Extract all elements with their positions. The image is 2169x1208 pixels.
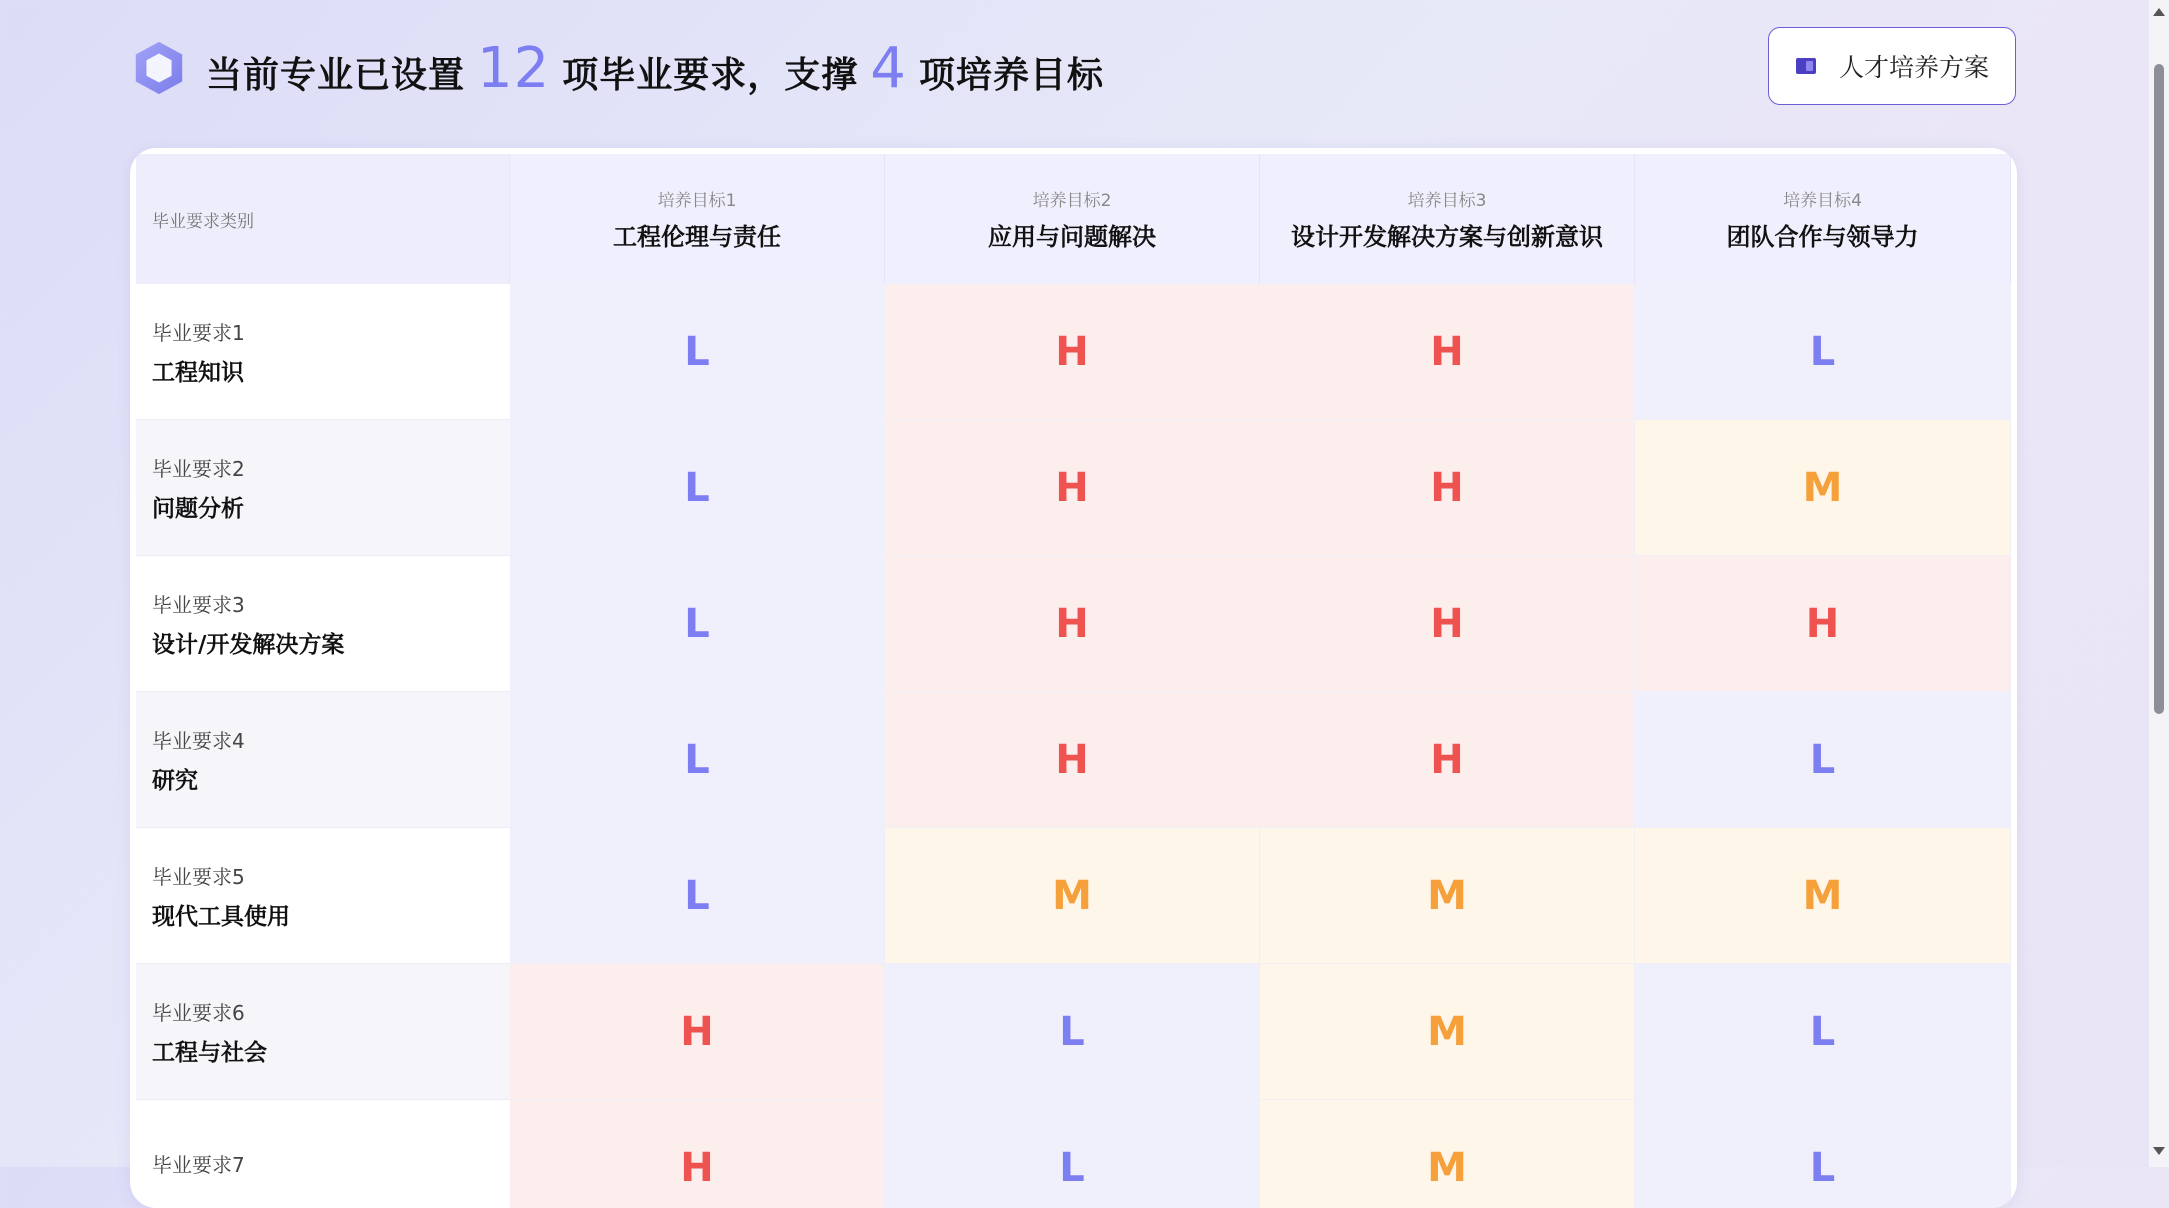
mapping-grid — [136, 154, 2011, 1208]
goal-name: 应用与问题解决 — [988, 223, 1156, 251]
requirement-number: 毕业要求6 — [152, 1000, 245, 1025]
requirement-row-label — [136, 964, 510, 1100]
support-level-cell[interactable]: M — [885, 828, 1260, 964]
support-level-cell[interactable]: L — [510, 284, 885, 420]
talent-plan-button[interactable] — [1768, 27, 2016, 105]
scroll-down-icon[interactable] — [2153, 1147, 2165, 1155]
requirement-number: 毕业要求1 — [152, 320, 245, 345]
title-prefix: 当前专业已设置 — [206, 54, 466, 96]
requirement-row-label — [136, 1100, 510, 1208]
requirement-name: 研究 — [152, 767, 198, 794]
goal-number: 培养目标1 — [657, 191, 737, 211]
requirement-row-label — [136, 420, 510, 556]
requirement-name: 问题分析 — [152, 495, 244, 522]
requirement-number: 毕业要求5 — [152, 864, 245, 889]
goal-number: 培养目标3 — [1407, 191, 1487, 211]
scroll-thumb[interactable] — [2154, 64, 2164, 714]
requirement-name: 工程与社会 — [152, 1039, 267, 1066]
goal-header-3 — [1260, 154, 1635, 284]
requirement-row-label — [136, 828, 510, 964]
requirement-name: 工程知识 — [152, 359, 244, 386]
goal-name: 工程伦理与责任 — [613, 223, 781, 251]
page-title — [206, 36, 1104, 101]
goal-number: 培养目标4 — [1783, 191, 1862, 211]
support-level-cell[interactable]: H — [1260, 284, 1635, 420]
goal-header-1 — [510, 154, 885, 284]
support-level-cell[interactable]: M — [1260, 828, 1635, 964]
corner-label: 毕业要求类别 — [152, 211, 254, 232]
support-level-cell[interactable]: L — [885, 1100, 1260, 1208]
scrollbar[interactable] — [2149, 0, 2169, 1167]
requirement-row-label — [136, 284, 510, 420]
scroll-up-icon[interactable] — [2153, 8, 2165, 16]
mapping-table — [130, 148, 2017, 1208]
support-level-cell[interactable]: L — [510, 556, 885, 692]
support-level-cell[interactable]: L — [510, 420, 885, 556]
support-level-cell[interactable]: H — [1260, 692, 1635, 828]
support-level-cell[interactable]: H — [510, 1100, 885, 1208]
support-level-cell[interactable]: L — [1635, 692, 2011, 828]
support-level-cell[interactable]: H — [885, 692, 1260, 828]
support-level-cell[interactable]: H — [885, 284, 1260, 420]
support-level-cell[interactable]: H — [1260, 420, 1635, 556]
goal-name: 团队合作与领导力 — [1726, 223, 1919, 251]
goal-number: 培养目标2 — [1032, 191, 1112, 211]
requirement-name: 现代工具使用 — [152, 903, 290, 930]
requirement-number: 毕业要求2 — [152, 456, 245, 481]
requirement-row-label — [136, 692, 510, 828]
goal-count: 4 — [870, 35, 907, 101]
requirement-number: 毕业要求4 — [152, 728, 245, 753]
support-level-cell[interactable]: L — [1635, 964, 2011, 1100]
requirement-name: 设计/开发解决方案 — [152, 631, 345, 658]
hexagon-logo-icon — [130, 39, 188, 97]
support-level-cell[interactable]: L — [885, 964, 1260, 1100]
requirement-number: 毕业要求3 — [152, 592, 245, 617]
support-level-cell[interactable]: H — [1635, 556, 2011, 692]
support-level-cell[interactable]: L — [1635, 1100, 2011, 1208]
goal-header-2 — [885, 154, 1260, 284]
talent-plan-label: 人才培养方案 — [1838, 53, 1989, 82]
goal-header-4 — [1635, 154, 2011, 284]
support-level-cell[interactable]: L — [510, 692, 885, 828]
support-level-cell[interactable]: M — [1260, 964, 1635, 1100]
support-level-cell[interactable]: L — [1635, 284, 2011, 420]
support-level-cell[interactable]: L — [510, 828, 885, 964]
support-level-cell[interactable]: M — [1635, 828, 2011, 964]
book-icon — [1795, 56, 1817, 76]
support-level-cell[interactable]: H — [885, 556, 1260, 692]
support-level-cell[interactable]: H — [885, 420, 1260, 556]
support-level-cell[interactable]: M — [1260, 1100, 1635, 1208]
title-mid: 项毕业要求，支撑 — [562, 54, 859, 96]
page-header — [130, 36, 1104, 100]
support-level-cell[interactable]: H — [1260, 556, 1635, 692]
corner-header — [136, 154, 510, 284]
support-level-cell[interactable]: M — [1635, 420, 2011, 556]
requirement-number: 毕业要求7 — [152, 1153, 245, 1177]
requirement-row-label — [136, 556, 510, 692]
requirement-count: 12 — [477, 35, 551, 101]
goal-name: 设计开发解决方案与创新意识 — [1291, 223, 1603, 251]
support-level-cell[interactable]: H — [510, 964, 885, 1100]
title-suffix: 项培养目标 — [918, 54, 1104, 96]
